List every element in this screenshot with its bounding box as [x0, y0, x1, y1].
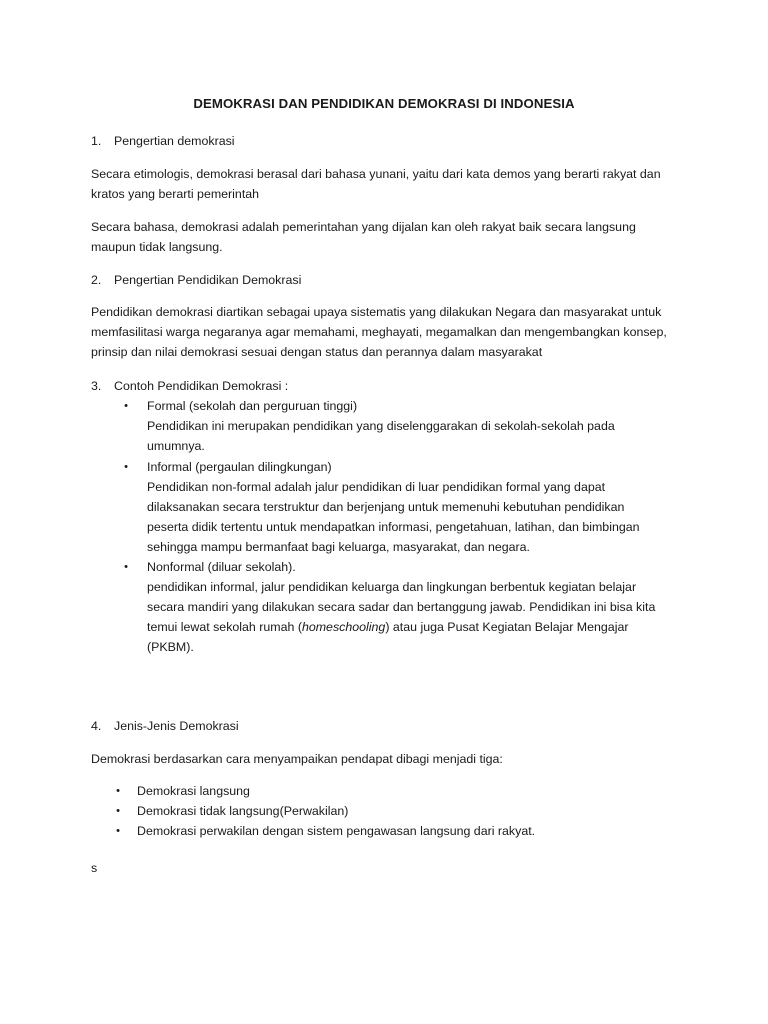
bullet-icon: • [116, 785, 120, 797]
text-line: Secara bahasa, demokrasi adalah pemerintahan yang dijalan kan oleh rakyat baik secara langsung [91, 220, 636, 234]
text-line: prinsip dan nilai demokrasi sesuai dengan status dan perannya dalam masyarakat [91, 345, 543, 359]
list-item-formal [124, 396, 687, 456]
text-line: sehingga mampu bermanfaat bagi keluarga, masyarakat, dan negara. [147, 540, 530, 554]
bullet-icon: • [116, 825, 120, 837]
bullet-icon: • [124, 461, 128, 473]
text-line: Pendidikan non-formal adalah jalur pendidikan di luar pendidikan formal yang dapat [147, 480, 606, 494]
list-item [116, 801, 535, 821]
section-1-paragraph-1 [91, 164, 691, 204]
democracy-types-list [116, 781, 536, 841]
text-line: Secara etimologis, demokrasi berasal dari bahasa yunani, yaitu dari kata demos yang berarti rakyat dan [91, 167, 661, 181]
bullet-icon: • [124, 561, 128, 573]
text-line: peserta didik tertentu untuk mendapatkan informasi, pengetahuan, latihan, dan bimbingan [147, 520, 640, 534]
section-2-number: 2. [91, 273, 102, 287]
text-line: Demokrasi berdasarkan cara menyampaikan pendapat dibagi menjadi tiga: [91, 752, 503, 766]
text-line [147, 617, 687, 637]
list-item-label: Nonformal (diluar sekolah). [147, 560, 296, 574]
stray-character: s [91, 861, 98, 875]
list-item-informal [124, 457, 687, 557]
list-item-label: Demokrasi perwakilan dengan sistem pengawasan langsung dari rakyat. [137, 824, 536, 838]
list-item-label: Demokrasi tidak langsung(Perwakilan) [137, 804, 349, 818]
section-4-number: 4. [91, 719, 102, 733]
list-item [116, 781, 535, 801]
text-line: pendidikan informal, jalur pendidikan keluarga dan lingkungan berbentuk kegiatan belajar [147, 580, 637, 594]
text-segment: temui lewat sekolah rumah ( [147, 620, 302, 634]
list-item-nonformal [124, 557, 687, 657]
section-1-paragraph-2 [91, 217, 691, 257]
bullet-icon: • [124, 400, 128, 412]
italic-term: homeschooling [301, 620, 386, 634]
section-2-title: Pengertian Pendidikan Demokrasi [114, 273, 302, 287]
document-title: DEMOKRASI DAN PENDIDIKAN DEMOKRASI DI INDONESIA [193, 96, 575, 111]
section-2-paragraph [91, 302, 691, 362]
section-1-heading [91, 131, 235, 151]
list-item-label: Informal (pergaulan dilingkungan) [147, 460, 332, 474]
section-1-number: 1. [91, 134, 102, 148]
section-3-heading [91, 376, 288, 396]
list-item-label: Demokrasi langsung [137, 784, 250, 798]
section-4-intro [91, 749, 691, 769]
section-4-title: Jenis-Jenis Demokrasi [114, 719, 239, 733]
section-3-number: 3. [91, 379, 102, 393]
section-4-heading [91, 716, 239, 736]
text-line: Pendidikan ini merupakan pendidikan yang diselenggarakan di sekolah-sekolah pada [147, 419, 615, 433]
text-line: memfasilitasi warga negaranya agar memahami, meghayati, megamalkan dan mengembangkan konsep, [91, 325, 667, 339]
text-line: dilaksanakan secara terstruktur dan berjenjang untuk memenuhi kebutuhan pendidikan [147, 500, 625, 514]
section-3-title: Contoh Pendidikan Demokrasi : [114, 379, 289, 393]
text-line: secara mandiri yang dilakukan secara sadar dan bertanggung jawab. Pendidikan ini bisa kita [147, 600, 656, 614]
text-line: Pendidikan demokrasi diartikan sebagai upaya sistematis yang dilakukan Negara dan masyarakat untuk [91, 305, 662, 319]
bullet-icon: • [116, 805, 120, 817]
list-item-label: Formal (sekolah dan perguruan tinggi) [147, 399, 358, 413]
text-segment: ) atau juga Pusat Kegiatan Belajar Mengajar [385, 620, 629, 634]
text-line: umumnya. [147, 439, 205, 453]
text-line: (PKBM). [147, 640, 194, 654]
text-line: kratos yang berarti pemerintah [91, 187, 260, 201]
list-item [116, 821, 536, 841]
section-1-title: Pengertian demokrasi [114, 134, 235, 148]
text-line: maupun tidak langsung. [91, 240, 223, 254]
section-2-heading [91, 270, 301, 290]
